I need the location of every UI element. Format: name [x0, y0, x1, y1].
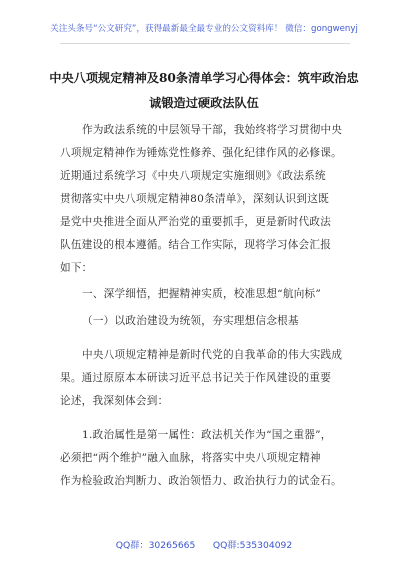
- section-heading: 一、深学细悟，把握精神实质，校准思想“航向标”: [82, 288, 322, 300]
- body-line: 1.政治属性是第一属性：政法机关作为“国之重器”，: [82, 429, 332, 441]
- body-line: 八项规定精神作为锤炼党性修养、强化纪律作风的必修课。: [60, 147, 342, 159]
- subsection-heading: （一）以政治建设为统领，夯实理想信念根基: [82, 315, 299, 327]
- document-title-line-1: 中央八项规定精神及80条清单学习心得体会：筑牢政治忠: [49, 71, 359, 85]
- document-title-line-2: 诚锻造过硬政法队伍: [149, 96, 259, 110]
- body-line: 中央八项规定精神是新时代党的自我革命的伟大实践成: [82, 349, 343, 361]
- body-line: 如下：: [60, 262, 93, 274]
- body-line: 近期通过系统学习《中央八项规定实施细则》《政法系统: [60, 170, 326, 182]
- body-line: 作为政法系统的中层领导干部，我始终将学习贯彻中央: [82, 124, 343, 136]
- header-divider: [60, 43, 350, 44]
- body-line: 必须把“两个维护”融入血脉，将落实中央八项规定精神: [60, 452, 321, 464]
- body-line: 果。通过原原本本研读习近平总书记关于作风建设的重要: [60, 372, 332, 384]
- footer-contact: QQ群：30265665 QQ群:535304092: [115, 540, 293, 551]
- body-line: 作为检验政治判断力、政治领悟力、政治执行力的试金石。: [60, 475, 342, 487]
- body-line: 队伍建设的根本遵循。结合工作实际，现将学习体会汇报: [60, 239, 332, 251]
- body-line: 论述，我深刻体会到：: [60, 395, 169, 407]
- body-line: 是党中央推进全面从严治党的重要抓手，更是新时代政法: [60, 216, 332, 228]
- body-line: 贯彻落实中央八项规定精神80条清单》，深刻认识到这既: [60, 193, 329, 205]
- header-banner: 关注头条号“公文研究”，获得最新最全最专业的公文资料库！ 微信：gongwenyj: [50, 24, 358, 34]
